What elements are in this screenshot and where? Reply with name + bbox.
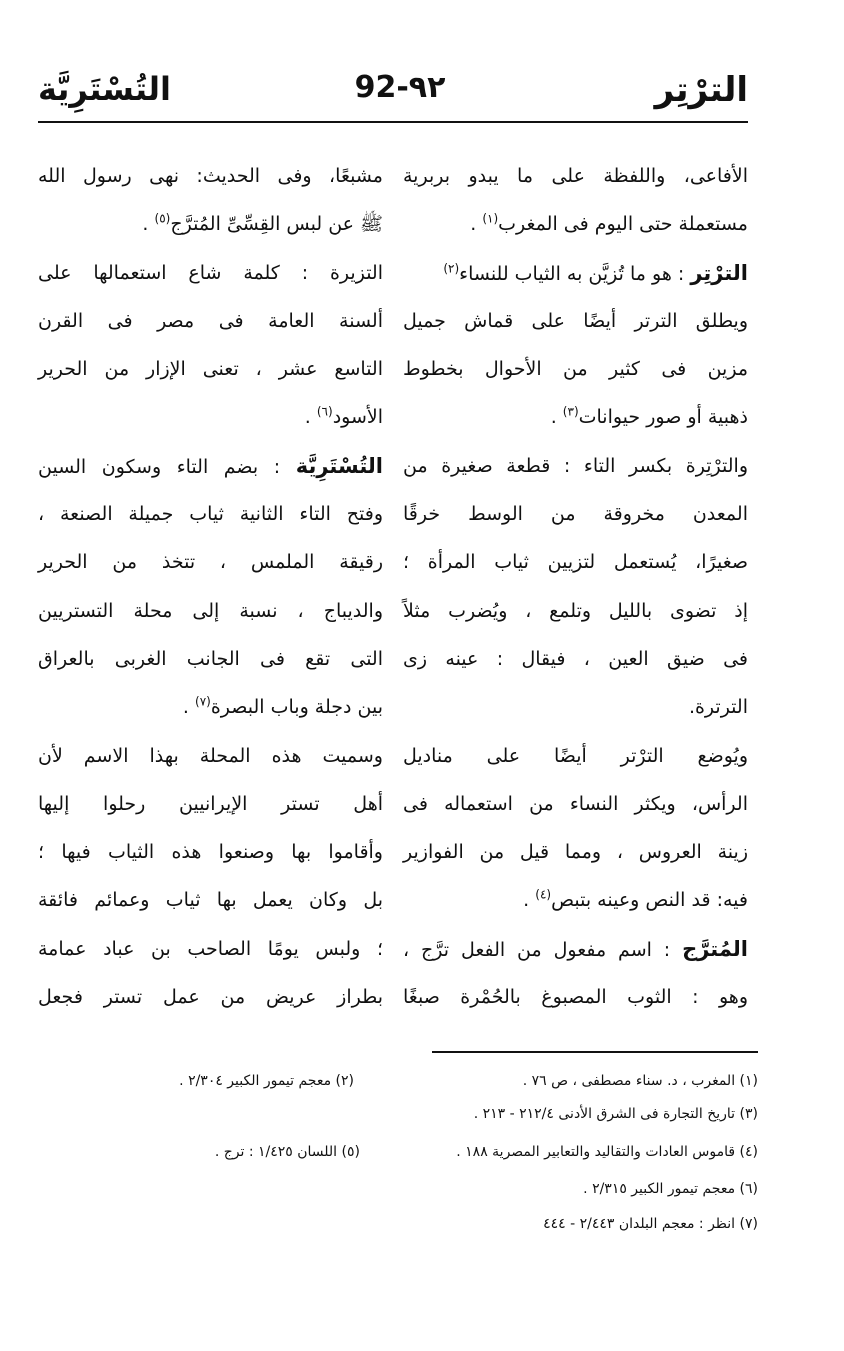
text-line (403, 249, 748, 297)
left-text-column (38, 152, 383, 1021)
text-line (403, 780, 748, 828)
footnote-ref: (٢) (443, 261, 460, 276)
line-text: فى ضيق العين ، فيقال : عينه زى (403, 647, 748, 670)
text-line (38, 297, 383, 345)
text-line (403, 490, 748, 538)
line-text: ويُوضع الترْتر أيضًا على مناديل (403, 744, 748, 767)
line-text: والديباج ، نسبة إلى محلة التستريين (38, 599, 383, 622)
text-line (38, 152, 383, 200)
footnote-7: (٧) انظر : معجم البلدان ٢/٤٤٣ - ٤٤٤ (543, 1216, 758, 1232)
line-text: ألسنة العامة فى مصر فى القرن (38, 309, 383, 332)
line-text: إذ تضوى بالليل وتلمع ، ويُضرب مثلاً (403, 599, 748, 622)
line-punctuation: . (304, 406, 317, 429)
line-text: صغيرًا، يُستعمل لتزيين ثياب المرأة ؛ (403, 551, 748, 574)
footnote-ref: (٣) (562, 405, 579, 420)
footnote-separator (432, 1051, 758, 1053)
line-text: : هو ما تُزيَّن به الثياب للنساء (459, 262, 691, 285)
line-text: الأسود (332, 406, 383, 429)
line-text: ذهبية أو صور حيوانات (578, 406, 748, 429)
line-text: ﷺ عن لبس القِسِّىِّ المُترَّج (170, 213, 383, 236)
text-line (403, 538, 748, 586)
text-line (38, 587, 383, 635)
text-line (403, 345, 748, 393)
page-number: 92-٩٢ (354, 70, 446, 105)
text-line (38, 490, 383, 538)
entry-headword: الترْتِر (690, 260, 748, 285)
text-line (403, 876, 748, 924)
footnote-ref: (٧) (195, 694, 211, 709)
line-text: : بضم التاء وسكون السين (38, 455, 296, 478)
entry-headword: المُترَّج (682, 936, 748, 961)
running-head-right: الترْتِر (654, 70, 748, 110)
footnote-1: (١) المغرب ، د. سناء مصطفى ، ص ٧٦ . (522, 1073, 758, 1089)
line-text: وفتح التاء الثانية ثياب جميلة الصنعة ، (38, 503, 383, 526)
line-text: أهل تستر الإيرانيين رحلوا إليها (38, 792, 383, 815)
text-line (38, 200, 383, 248)
line-punctuation: . (523, 889, 536, 912)
line-text: زينة العروس ، ومما قيل من الفوازير (403, 841, 748, 864)
footnote-ref: (٤) (535, 888, 552, 903)
line-punctuation: . (470, 213, 483, 236)
line-text: الأفاعى، واللفظة على ما يبدو بربرية (403, 165, 748, 187)
footnote-5: (٥) اللسان ١/٤٢٥ : ترج . (214, 1144, 360, 1160)
line-text: رقيقة الملمس ، تتخذ من الحرير (38, 551, 383, 574)
line-text: التى تقع فى الجانب الغربى بالعراق (38, 647, 383, 670)
line-text: الترترة. (688, 696, 748, 719)
line-text: ؛ ولبس يومًا الصاحب بن عباد عمامة (38, 937, 383, 960)
line-punctuation: . (550, 406, 563, 429)
line-punctuation: . (142, 213, 155, 236)
footnote-2: (٢) معجم تيمور الكبير ٢/٣٠٤ . (179, 1073, 354, 1089)
text-line (38, 683, 383, 731)
text-line (38, 828, 383, 876)
text-line (403, 393, 748, 441)
footnote-ref: (١) (482, 211, 499, 226)
text-line (38, 732, 383, 780)
line-punctuation: . (182, 696, 196, 719)
text-line (403, 587, 748, 635)
text-line (403, 442, 748, 490)
text-line (403, 732, 748, 780)
text-line (38, 973, 383, 1021)
line-text: مستعملة حتى اليوم فى المغرب (498, 213, 748, 236)
text-line (38, 442, 383, 490)
text-line (403, 828, 748, 876)
line-text: مزين فى كثير من الأحوال بخطوط (403, 358, 748, 381)
entry-headword: التُسْتَرِيَّة (295, 453, 383, 478)
line-text: بطراز عريض من عمل تستر فجعل (38, 986, 383, 1009)
line-text: والترْتِرة بكسر التاء : قطعة صغيرة من (403, 454, 748, 477)
footnote-4: (٤) قاموس العادات والتقاليد والتعابير المصرية ١٨٨ . (456, 1144, 758, 1160)
text-line (403, 152, 748, 200)
text-line (403, 973, 748, 1021)
footnote-6: (٦) معجم تيمور الكبير ٢/٣١٥ . (583, 1181, 758, 1197)
text-line (38, 538, 383, 586)
line-text: ويطلق الترتر أيضًا على قماش جميل (403, 309, 748, 332)
text-line (38, 925, 383, 973)
line-text: التزيرة : كلمة شاع استعمالها على (38, 261, 383, 284)
text-line (38, 345, 383, 393)
text-line (38, 780, 383, 828)
header-rule (38, 121, 748, 123)
running-head-left: التُسْتَرِيَّة (38, 70, 171, 108)
text-line (38, 393, 383, 441)
line-text: الرأس، ويكثر النساء من استعماله فى (403, 792, 748, 815)
footnote-ref: (٥) (154, 211, 171, 226)
text-line (403, 683, 748, 731)
line-text: بل وكان يعمل بها ثياب وعمائم فائقة (38, 889, 383, 912)
line-text: بين دجلة وباب البصرة (210, 696, 383, 719)
footnote-ref: (٦) (316, 405, 333, 420)
right-text-column (403, 152, 748, 1021)
text-line (403, 925, 748, 973)
line-text: المعدن مخروقة من الوسط خرقًا (403, 503, 748, 526)
line-text: وسميت هذه المحلة بهذا الاسم لأن (38, 744, 383, 767)
text-line (403, 297, 748, 345)
footnote-3: (٣) تاريخ التجارة فى الشرق الأدنى ٢١٢/٤ - ٢١٣ . (473, 1106, 758, 1122)
line-text: : اسم مفعول من الفعل ترَّج ، (403, 938, 683, 961)
line-text: فيه: قد النص وعينه بتبص (551, 889, 748, 912)
line-text: التاسع عشر ، تعنى الإزار من الحرير (38, 358, 383, 381)
text-line (403, 200, 748, 248)
text-line (38, 249, 383, 297)
line-text: وأقاموا بها وصنعوا هذه الثياب فيها ؛ (38, 841, 383, 864)
text-line (38, 876, 383, 924)
line-text: وهو : الثوب المصبوغ بالحُمْرة صبغًا (403, 986, 748, 1009)
line-text: مشبعًا، وفى الحديث: نهى رسول الله (38, 165, 383, 187)
text-line (38, 635, 383, 683)
text-line (403, 635, 748, 683)
